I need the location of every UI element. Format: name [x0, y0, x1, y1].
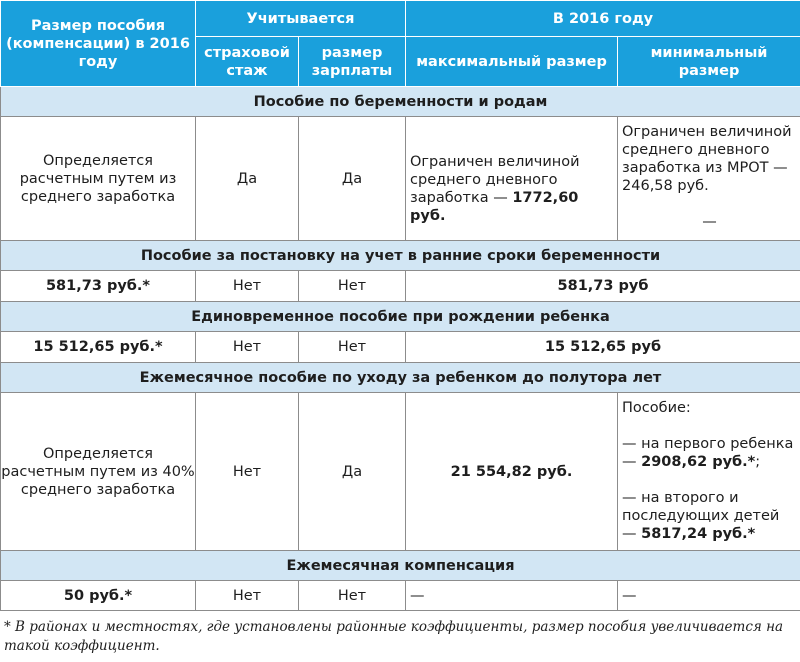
amount-cell: 50 руб.* — [1, 581, 196, 611]
table-row — [1, 393, 800, 551]
header-taken-into-account: Учитывается — [196, 1, 406, 37]
table-row — [1, 581, 800, 611]
amount-cell: Определяется расчетным путем из 40% среднего заработка — [1, 393, 196, 551]
header-in-2016: В 2016 году — [406, 1, 800, 37]
header-max-size: максимальный размер — [406, 37, 618, 87]
table-row — [1, 117, 800, 241]
section-title-birth-lump-sum: Единовременное пособие при рождении ребенка — [1, 302, 800, 332]
experience-cell: Нет — [196, 332, 299, 363]
header-benefit-size: Размер пособия (компенсации) в 2016 году — [1, 1, 196, 87]
min-size-cell: — — [618, 581, 800, 611]
section-title-pregnancy: Пособие по беременности и родам — [1, 87, 800, 117]
range-cell: 15 512,65 руб — [406, 332, 800, 363]
footnote: * В районах и местностях, где установлены районные коэффициенты, размер пособия увеличивается на такой коэффициент. — [4, 619, 784, 654]
amount-cell: Определяется расчетным путем из среднего заработка — [1, 117, 196, 241]
section-title-monthly-compensation: Ежемесячная компенсация — [1, 551, 800, 581]
salary-cell: Да — [299, 393, 406, 551]
table-row — [1, 271, 800, 302]
experience-cell: Нет — [196, 581, 299, 611]
min-size-cell: Ограничен величиной среднего дневного заработка из МРОТ — 246,58 руб. — — [618, 117, 800, 241]
header-salary-size: размер зарплаты — [299, 37, 406, 87]
max-size-cell: Ограничен величиной среднего дневного заработка — 1772,60 руб. — [406, 117, 618, 241]
section-title-childcare-monthly: Ежемесячное пособие по уходу за ребенком до полутора лет — [1, 363, 800, 393]
salary-cell: Да — [299, 117, 406, 241]
amount-cell: 581,73 руб.* — [1, 271, 196, 302]
section-title-early-registration: Пособие за постановку на учет в ранние сроки беременности — [1, 241, 800, 271]
salary-cell: Нет — [299, 271, 406, 302]
salary-cell: Нет — [299, 332, 406, 363]
max-size-cell: 21 554,82 руб. — [406, 393, 618, 551]
header-min-size: минимальный размер — [618, 37, 800, 87]
header-insurance-experience: страховой стаж — [196, 37, 299, 87]
experience-cell: Да — [196, 117, 299, 241]
amount-cell: 15 512,65 руб.* — [1, 332, 196, 363]
table-row — [1, 332, 800, 363]
min-size-cell: Пособие: — на первого ребенка — 2908,62 руб.*; — на второго и последующих детей — 5817,24 руб.* — [618, 393, 800, 551]
experience-cell: Нет — [196, 393, 299, 551]
range-cell: 581,73 руб — [406, 271, 800, 302]
max-size-cell: — — [406, 581, 618, 611]
salary-cell: Нет — [299, 581, 406, 611]
experience-cell: Нет — [196, 271, 299, 302]
